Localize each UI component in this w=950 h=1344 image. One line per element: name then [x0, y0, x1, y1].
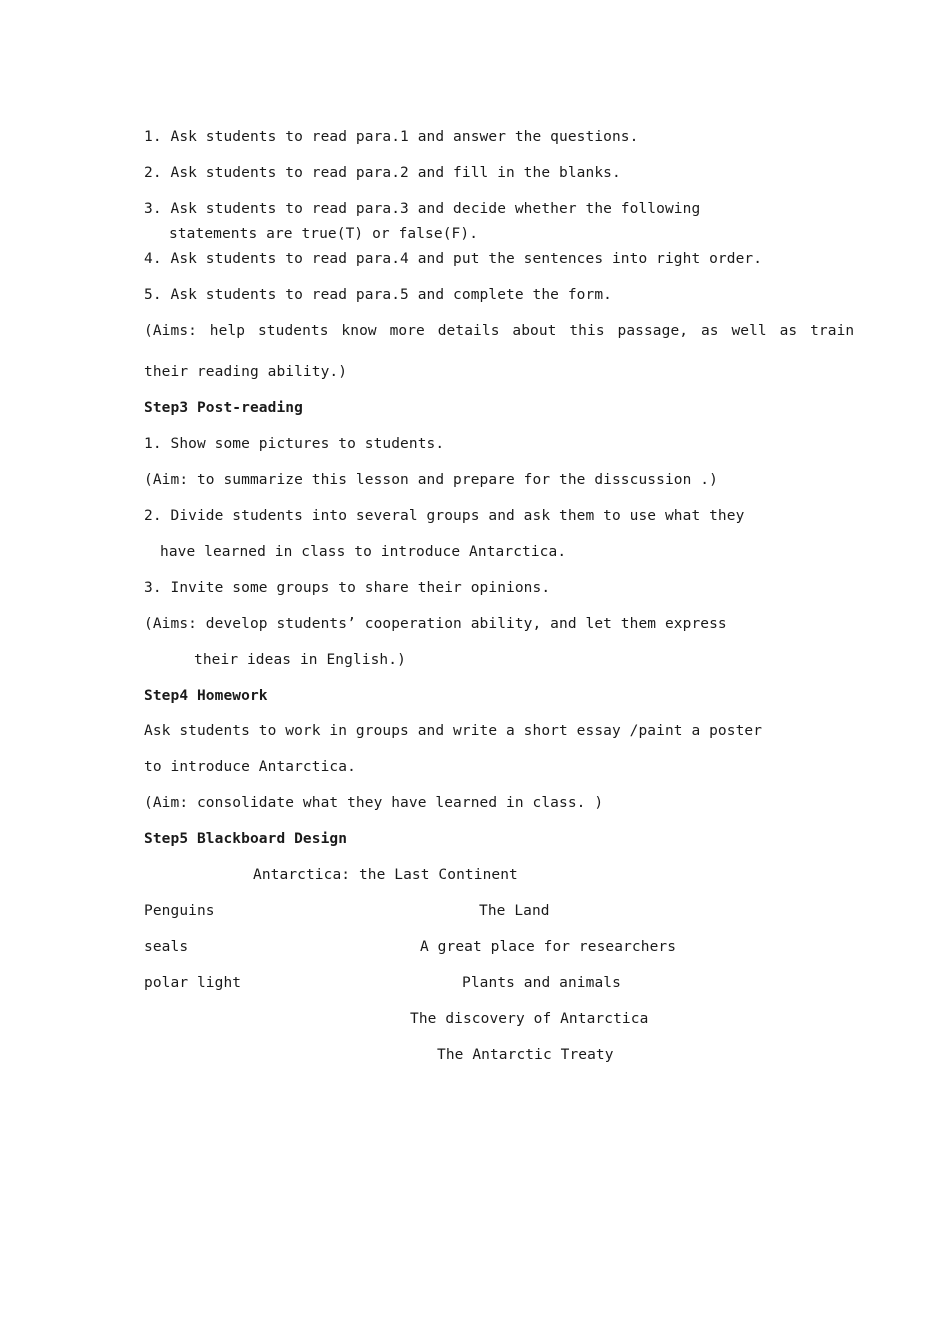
blackboard-right-item: A great place for researchers: [420, 939, 677, 955]
reading-task-2: 2. Ask students to read para.2 and fill in the blanks.: [144, 165, 621, 181]
blackboard-left-item: polar light: [144, 975, 242, 991]
reading-task-5: 5. Ask students to read para.5 and complete the form.: [144, 287, 612, 303]
step3-aims-continued: their ideas in English.): [194, 652, 406, 668]
step3-aims: (Aims: develop students’ cooperation ability, and let them express: [144, 616, 727, 632]
reading-aims-continued: their reading ability.): [144, 364, 348, 380]
step4-heading: Step4 Homework: [144, 688, 268, 704]
blackboard-right-item: The Land: [479, 903, 550, 919]
step3-line-1: 1. Show some pictures to students.: [144, 436, 445, 452]
blackboard-right-item: The Antarctic Treaty: [437, 1047, 614, 1063]
blackboard-left-item: seals: [144, 939, 189, 955]
step4-line-1: Ask students to work in groups and write a short essay /paint a poster: [144, 723, 763, 739]
step4-aim: (Aim: consolidate what they have learned in class. ): [144, 795, 604, 811]
blackboard-left-item: Penguins: [144, 903, 215, 919]
step3-line-3: 3. Invite some groups to share their opinions.: [144, 580, 551, 596]
step3-heading: Step3 Post-reading: [144, 400, 303, 416]
blackboard-title: Antarctica: the Last Continent: [253, 867, 518, 883]
reading-task-3-continued: statements are true(T) or false(F).: [169, 226, 479, 242]
reading-task-1: 1. Ask students to read para.1 and answer the questions.: [144, 129, 639, 145]
reading-aims: (Aims: help students know more details about this passage, as well as train: [144, 323, 855, 339]
blackboard-right-item: The discovery of Antarctica: [410, 1011, 649, 1027]
step3-aim-1: (Aim: to summarize this lesson and prepare for the disscussion .): [144, 472, 718, 488]
blackboard-right-item: Plants and animals: [462, 975, 621, 991]
reading-task-3: 3. Ask students to read para.3 and decide whether the following: [144, 201, 701, 217]
step5-heading: Step5 Blackboard Design: [144, 831, 348, 847]
step4-line-2: to introduce Antarctica.: [144, 759, 356, 775]
step3-line-2: 2. Divide students into several groups and ask them to use what they: [144, 508, 745, 524]
step3-line-2-continued: have learned in class to introduce Antarctica.: [160, 544, 567, 560]
reading-task-4: 4. Ask students to read para.4 and put the sentences into right order.: [144, 251, 763, 267]
